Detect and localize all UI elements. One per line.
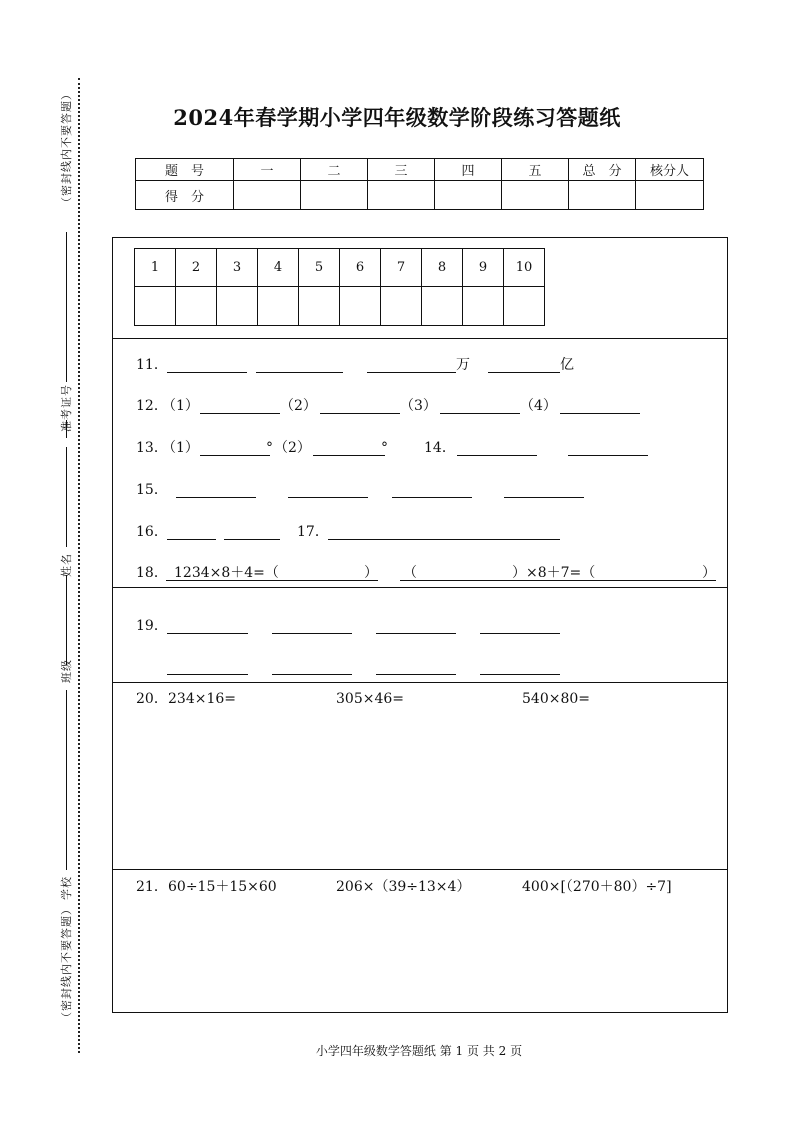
choice-number: 10 [504, 249, 545, 287]
score-cell[interactable] [301, 181, 368, 210]
question-number: 18． [136, 565, 168, 581]
section-divider [112, 869, 728, 870]
section-divider [112, 682, 728, 683]
seal-dotted-line [78, 78, 80, 1053]
choice-answer-cell[interactable] [299, 287, 340, 326]
unit-label: 万 [456, 357, 470, 373]
score-cell[interactable] [435, 181, 502, 210]
answer-blank[interactable] [176, 497, 256, 498]
answer-blank[interactable] [167, 539, 216, 540]
q20-work-area[interactable] [136, 712, 706, 862]
expression-text: ）×8＋7=（ [512, 565, 596, 581]
choice-number: 9 [463, 249, 504, 287]
score-header-cell: 核分人 [636, 159, 704, 181]
answer-blank[interactable] [328, 539, 560, 540]
degree-symbol: ° [381, 440, 388, 456]
answer-blank[interactable] [167, 633, 248, 634]
choice-number: 4 [258, 249, 299, 287]
class-label: 班级 [60, 659, 73, 683]
question-number: 20． [136, 691, 168, 707]
choice-answer-grid [134, 248, 545, 326]
section-divider [112, 338, 728, 339]
choice-number: 5 [299, 249, 340, 287]
unit-label: 亿 [560, 357, 574, 373]
exam-id-tail [66, 420, 67, 438]
answer-blank[interactable] [504, 497, 584, 498]
school-line [66, 690, 67, 870]
answer-blank[interactable] [488, 372, 560, 373]
choice-answer-cell[interactable] [217, 287, 258, 326]
question-number: 13． [136, 440, 168, 456]
choice-number: 8 [422, 249, 463, 287]
score-header-cell: 一 [234, 159, 301, 181]
paren-close: ） [702, 565, 716, 581]
answer-blank[interactable] [313, 455, 385, 456]
exam-id-label: 准考证号 [60, 384, 73, 432]
score-header-cell: 总 分 [569, 159, 636, 181]
answer-blank[interactable] [167, 372, 247, 373]
part-label: （2） [280, 398, 317, 414]
answer-blank[interactable] [200, 413, 280, 414]
question-11 [136, 355, 616, 375]
name-label: 姓名 [60, 553, 73, 577]
score-header-cell: 五 [502, 159, 569, 181]
choice-answer-cell[interactable] [504, 287, 545, 326]
score-cell[interactable] [234, 181, 301, 210]
choice-number: 6 [340, 249, 381, 287]
calc-expression: 234×16= [168, 691, 236, 707]
choice-answer-row [135, 287, 545, 326]
part-label: （4） [520, 398, 557, 414]
score-cell[interactable] [368, 181, 435, 210]
choice-answer-cell[interactable] [463, 287, 504, 326]
part-label: （1） [162, 398, 199, 414]
question-number: 15． [136, 482, 168, 498]
calc-expression: 60÷15＋15×60 [168, 879, 277, 895]
school-label: 学校 [60, 876, 73, 900]
question-number: 14． [424, 440, 456, 456]
answer-blank[interactable] [200, 455, 270, 456]
score-table-header [136, 159, 704, 181]
part-label: （1） [162, 440, 199, 456]
seal-notice-bottom: （密封线内不要答题） [60, 903, 73, 1023]
score-header-cell: 三 [368, 159, 435, 181]
paren-open: （ [403, 565, 417, 581]
question-number: 17． [297, 524, 329, 540]
choice-number: 1 [135, 249, 176, 287]
answer-blank[interactable] [376, 633, 456, 634]
score-cell[interactable] [502, 181, 569, 210]
score-header-cell: 二 [301, 159, 368, 181]
answer-blank[interactable] [440, 413, 520, 414]
score-header-cell: 四 [435, 159, 502, 181]
expression-text: 1234×8＋4=（ [174, 565, 279, 581]
answer-blank[interactable] [392, 497, 472, 498]
answer-blank[interactable] [480, 633, 560, 634]
choice-number: 2 [176, 249, 217, 287]
paren-close: ） [364, 565, 378, 581]
seal-notice-top: （密封线内不要答题） [60, 88, 73, 208]
question-19-line-2 [136, 657, 576, 677]
question-20 [136, 689, 636, 709]
calc-expression: 540×80= [522, 691, 590, 707]
answer-blank[interactable] [367, 372, 456, 373]
answer-blank[interactable] [288, 497, 368, 498]
page-title: 2024年春学期小学四年级数学阶段练习答题纸 [173, 105, 621, 130]
question-number: 21． [136, 879, 168, 895]
score-header-cell: 题 号 [136, 159, 234, 181]
choice-number: 7 [381, 249, 422, 287]
question-number: 19． [136, 618, 168, 634]
answer-blank[interactable] [376, 674, 456, 675]
answer-blank[interactable] [272, 674, 352, 675]
choice-answer-cell[interactable] [422, 287, 463, 326]
exam-id-line [66, 232, 67, 382]
section-divider [112, 587, 728, 588]
answer-blank[interactable] [224, 539, 280, 540]
question-number: 11． [136, 357, 168, 373]
score-row-label: 得 分 [136, 181, 234, 210]
score-cell[interactable] [569, 181, 636, 210]
question-13-14 [136, 438, 656, 458]
degree-symbol: ° [266, 440, 273, 456]
question-number: 16． [136, 524, 168, 540]
question-12 [136, 396, 656, 416]
score-cell[interactable] [636, 181, 704, 210]
question-15 [136, 480, 606, 500]
name-line [66, 447, 67, 547]
answer-blank[interactable] [320, 413, 400, 414]
score-table-row [136, 181, 704, 210]
question-number: 12． [136, 398, 168, 414]
choice-answer-cell[interactable] [258, 287, 299, 326]
calc-expression: 305×46= [336, 691, 404, 707]
calc-expression: 400×[（270＋80）÷7] [522, 879, 672, 895]
answer-blank[interactable] [167, 674, 248, 675]
choice-number-row [135, 249, 545, 287]
part-label: （3） [400, 398, 437, 414]
answer-blank[interactable] [256, 372, 343, 373]
answer-blank[interactable] [457, 455, 537, 456]
page-footer: 小学四年级数学答题纸 第 1 页 共 2 页 [315, 1044, 523, 1058]
part-label: （2） [274, 440, 311, 456]
question-19 [136, 616, 576, 636]
question-21 [136, 877, 696, 897]
q21-work-area[interactable] [136, 900, 706, 1005]
answer-blank[interactable] [272, 633, 352, 634]
score-table [135, 158, 704, 210]
calc-expression: 206×（39÷13×4） [336, 879, 471, 895]
question-16-17 [136, 522, 576, 542]
answer-blank[interactable] [480, 674, 560, 675]
answer-blank[interactable] [568, 455, 648, 456]
choice-answer-cell[interactable] [381, 287, 422, 326]
choice-answer-cell[interactable] [176, 287, 217, 326]
choice-answer-cell[interactable] [340, 287, 381, 326]
choice-number: 3 [217, 249, 258, 287]
question-18 [136, 563, 726, 583]
answer-blank[interactable] [560, 413, 640, 414]
choice-answer-cell[interactable] [135, 287, 176, 326]
